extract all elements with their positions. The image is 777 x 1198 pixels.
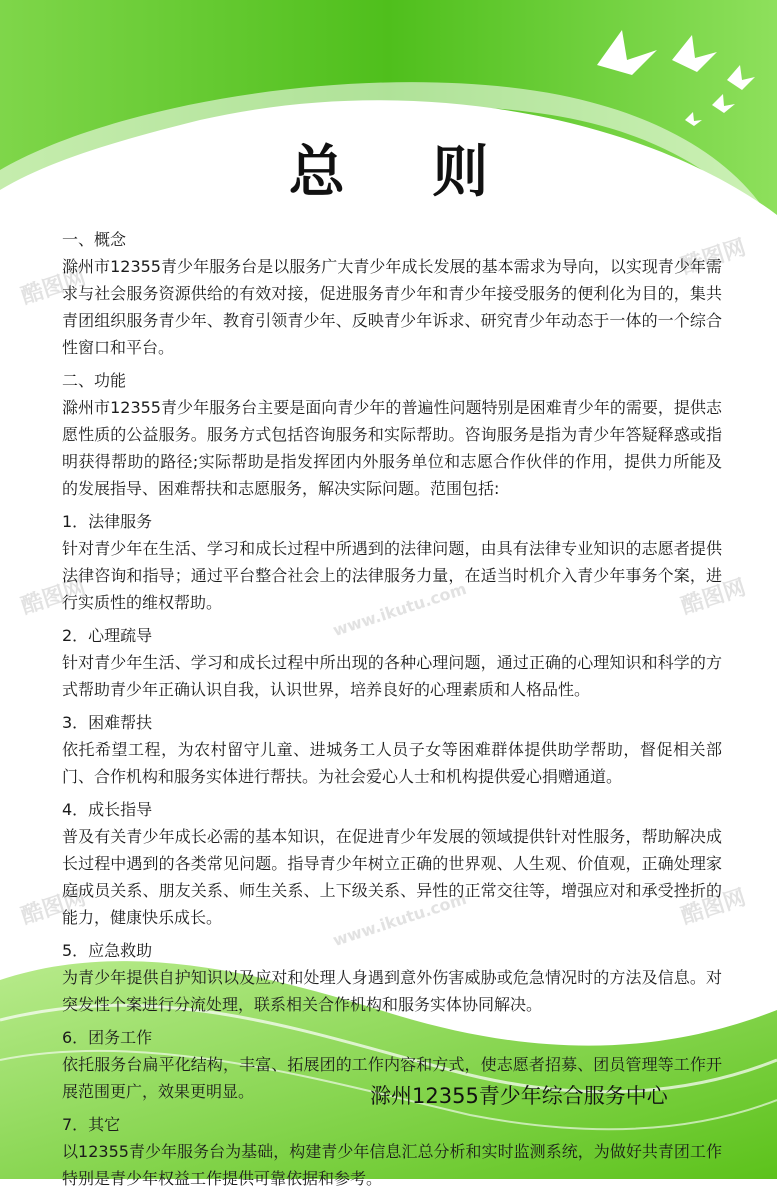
document-body [62, 226, 722, 1198]
section-heading: 6．团务工作 [62, 1028, 153, 1047]
section-heading: 一、概念 [62, 230, 127, 249]
section-concept [62, 226, 722, 361]
section-paragraph: 以12355青少年服务台为基础，构建青少年信息汇总分析和实时监测系统，为做好共青团工作特别是青少年权益工作提供可靠依据和参考。 [62, 1142, 722, 1188]
watermark-text: 酷图网 [18, 575, 89, 620]
section-heading: 2．心理疏导 [62, 626, 153, 645]
section-heading: 5．应急救助 [62, 941, 153, 960]
section-heading: 1．法律服务 [62, 512, 153, 531]
section-paragraph: 依托服务台扁平化结构，丰富、拓展团的工作内容和方式，使志愿者招募、团员管理等工作开展范围更广，效果更明显。 [62, 1055, 722, 1101]
flying-doves-icon [577, 20, 757, 140]
section-paragraph: 滁州市12355青少年服务台是以服务广大青少年成长发展的基本需求为导向，以实现青少年需求与社会服务资源供给的有效对接，促进服务青少年和青少年接受服务的便利化为目的，集共青团组织服务青少年、教育引领青少年、反映青少年诉求、研究青少年动态于一体的一个综合性窗口和平台。 [62, 257, 722, 357]
section-paragraph: 依托希望工程，为农村留守儿童、进城务工人员子女等困难群体提供助学帮助，督促相关部门、合作机构和服务实体进行帮扶。为社会爱心人士和机构提供爱心捐赠通道。 [62, 740, 722, 786]
section-assistance [62, 709, 722, 790]
section-paragraph: 滁州市12355青少年服务台主要是面向青少年的普遍性问题特别是困难青少年的需要，提供志愿性质的公益服务。服务方式包括咨询服务和实际帮助。咨询服务是指为青少年答疑释惑或指明获得帮助的路径;实际帮助是指发挥团内外服务单位和志愿合作伙伴的作用，提供力所能及的发展指导、困难帮扶和志愿服务，解决实际问题。范围包括: [62, 398, 722, 498]
watermark-text: 酷图网 [678, 235, 749, 280]
section-paragraph: 针对青少年在生活、学习和成长过程中所遇到的法律问题，由具有法律专业知识的志愿者提供法律咨询和指导；通过平台整合社会上的法律服务力量，在适当时机介入青少年事务个案，进行实质性的维权帮助。 [62, 539, 722, 612]
watermark-text: 酷图网 [18, 265, 89, 310]
page-title: 总 则 [288, 140, 523, 205]
section-growth [62, 796, 722, 931]
watermark-text: www.ikutu.com [330, 888, 469, 951]
watermark-text: 酷图网 [678, 885, 749, 930]
section-heading: 二、功能 [62, 371, 127, 390]
section-paragraph: 为青少年提供自护知识以及应对和处理人身遇到意外伤害威胁或危急情况时的方法及信息。对突发性个案进行分流处理，联系相关合作机构和服务实体协同解决。 [62, 968, 722, 1014]
section-paragraph: 针对青少年生活、学习和成长过程中所出现的各种心理问题，通过正确的心理知识和科学的方式帮助青少年正确认识自我，认识世界，培养良好的心理素质和人格品性。 [62, 653, 722, 699]
watermark-text: 酷图网 [18, 885, 89, 930]
watermark-text: www.ikutu.com [330, 578, 469, 641]
section-emergency [62, 937, 722, 1018]
section-paragraph: 普及有关青少年成长必需的基本知识，在促进青少年发展的领域提供针对性服务，帮助解决成长过程中遇到的各类常见问题。指导青少年树立正确的世界观、人生观、价值观，正确处理家庭成员关系、朋友关系、师生关系、上下级关系、异性的正常交往等，增强应对和承受挫折的能力，健康快乐成长。 [62, 827, 722, 927]
section-psychological [62, 622, 722, 703]
section-heading: 7．其它 [62, 1115, 121, 1134]
section-other [62, 1111, 722, 1192]
section-heading: 4．成长指导 [62, 800, 153, 819]
section-legal-service [62, 508, 722, 616]
section-function [62, 367, 722, 502]
watermark-text: 酷图网 [678, 575, 749, 620]
organization-signature: 滁州12355青少年综合服务中心 [370, 1084, 668, 1108]
section-heading: 3．困难帮扶 [62, 713, 153, 732]
